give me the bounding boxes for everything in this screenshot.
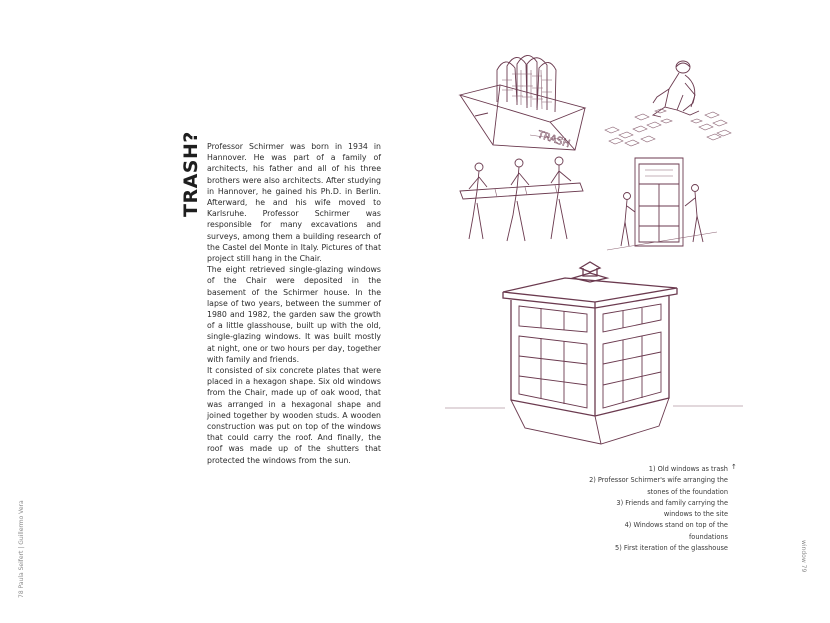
- section-title-text: TRASH?: [180, 131, 202, 217]
- carrying-windows-illustration: [455, 155, 590, 245]
- caption-4a: 4) Windows stand on top of the: [624, 521, 728, 530]
- caption-2b: stones of the foundation: [647, 487, 728, 496]
- glasshouse-illustration: [445, 258, 745, 453]
- body-text: [207, 141, 381, 466]
- footer-right: [795, 540, 815, 600]
- paragraph-biography: Professor Schirmer was born in 1934 in Hannover. He was part of a family of architects, his father and all of his three brothers were also architects. After studying in Hannover, he gained his Ph.D. in Berlin. Afterward, he and his wife moved to Karlsruhe. Professor Schirmer was responsible for many excavations and surveys, among them a building research of the Castel del Monte in Italy. Pictures of that project still hang in the Chair.: [207, 142, 381, 264]
- footer-left: [10, 480, 30, 600]
- paragraph-glasshouse-history: The eight retrieved single-glazing windows of the Chair were deposited in the basement of the Schirmer house. In the lapse of two years, between the summer of 1980 and 1982, the garden saw the growth of a little glasshouse, built up with the old, single-glazing windows. It was built mostly at night, one or two hours per day, together with family and friends.: [207, 265, 381, 364]
- dumpster-illustration: [455, 50, 595, 155]
- paragraph-construction: It consisted of six concrete plates that were placed in a hexagon shape. Six old windows from the Chair, made up of oak wood, that was arranged in a hexagonal shape and joined together by wooden studs. A wooden construction was put on top of the windows that could carry the roof. And finally, the roof was made up of the shutters that protected the windows from the sun.: [207, 366, 381, 465]
- caption-4b: foundations: [688, 532, 728, 541]
- caption-2a: 2) Professor Schirmer's wife arranging the: [589, 476, 728, 485]
- footer-right-text: window 79: [800, 540, 807, 573]
- caption-3b: windows to the site: [663, 510, 728, 519]
- dumpster-label: TRASH: [536, 129, 572, 151]
- caption-1: 1) Old windows as trash: [648, 465, 728, 473]
- windows-on-foundation-illustration: [605, 150, 720, 260]
- up-arrow-icon: ↑: [731, 463, 737, 471]
- figure-captions: [570, 464, 728, 554]
- footer-left-text: 78 Paula Seifert | Guillermo Vera: [18, 500, 25, 598]
- foundation-stones-illustration: [595, 55, 735, 150]
- caption-5: 5) First iteration of the glasshouse: [615, 544, 728, 553]
- caption-3a: 3) Friends and family carrying the: [616, 498, 728, 507]
